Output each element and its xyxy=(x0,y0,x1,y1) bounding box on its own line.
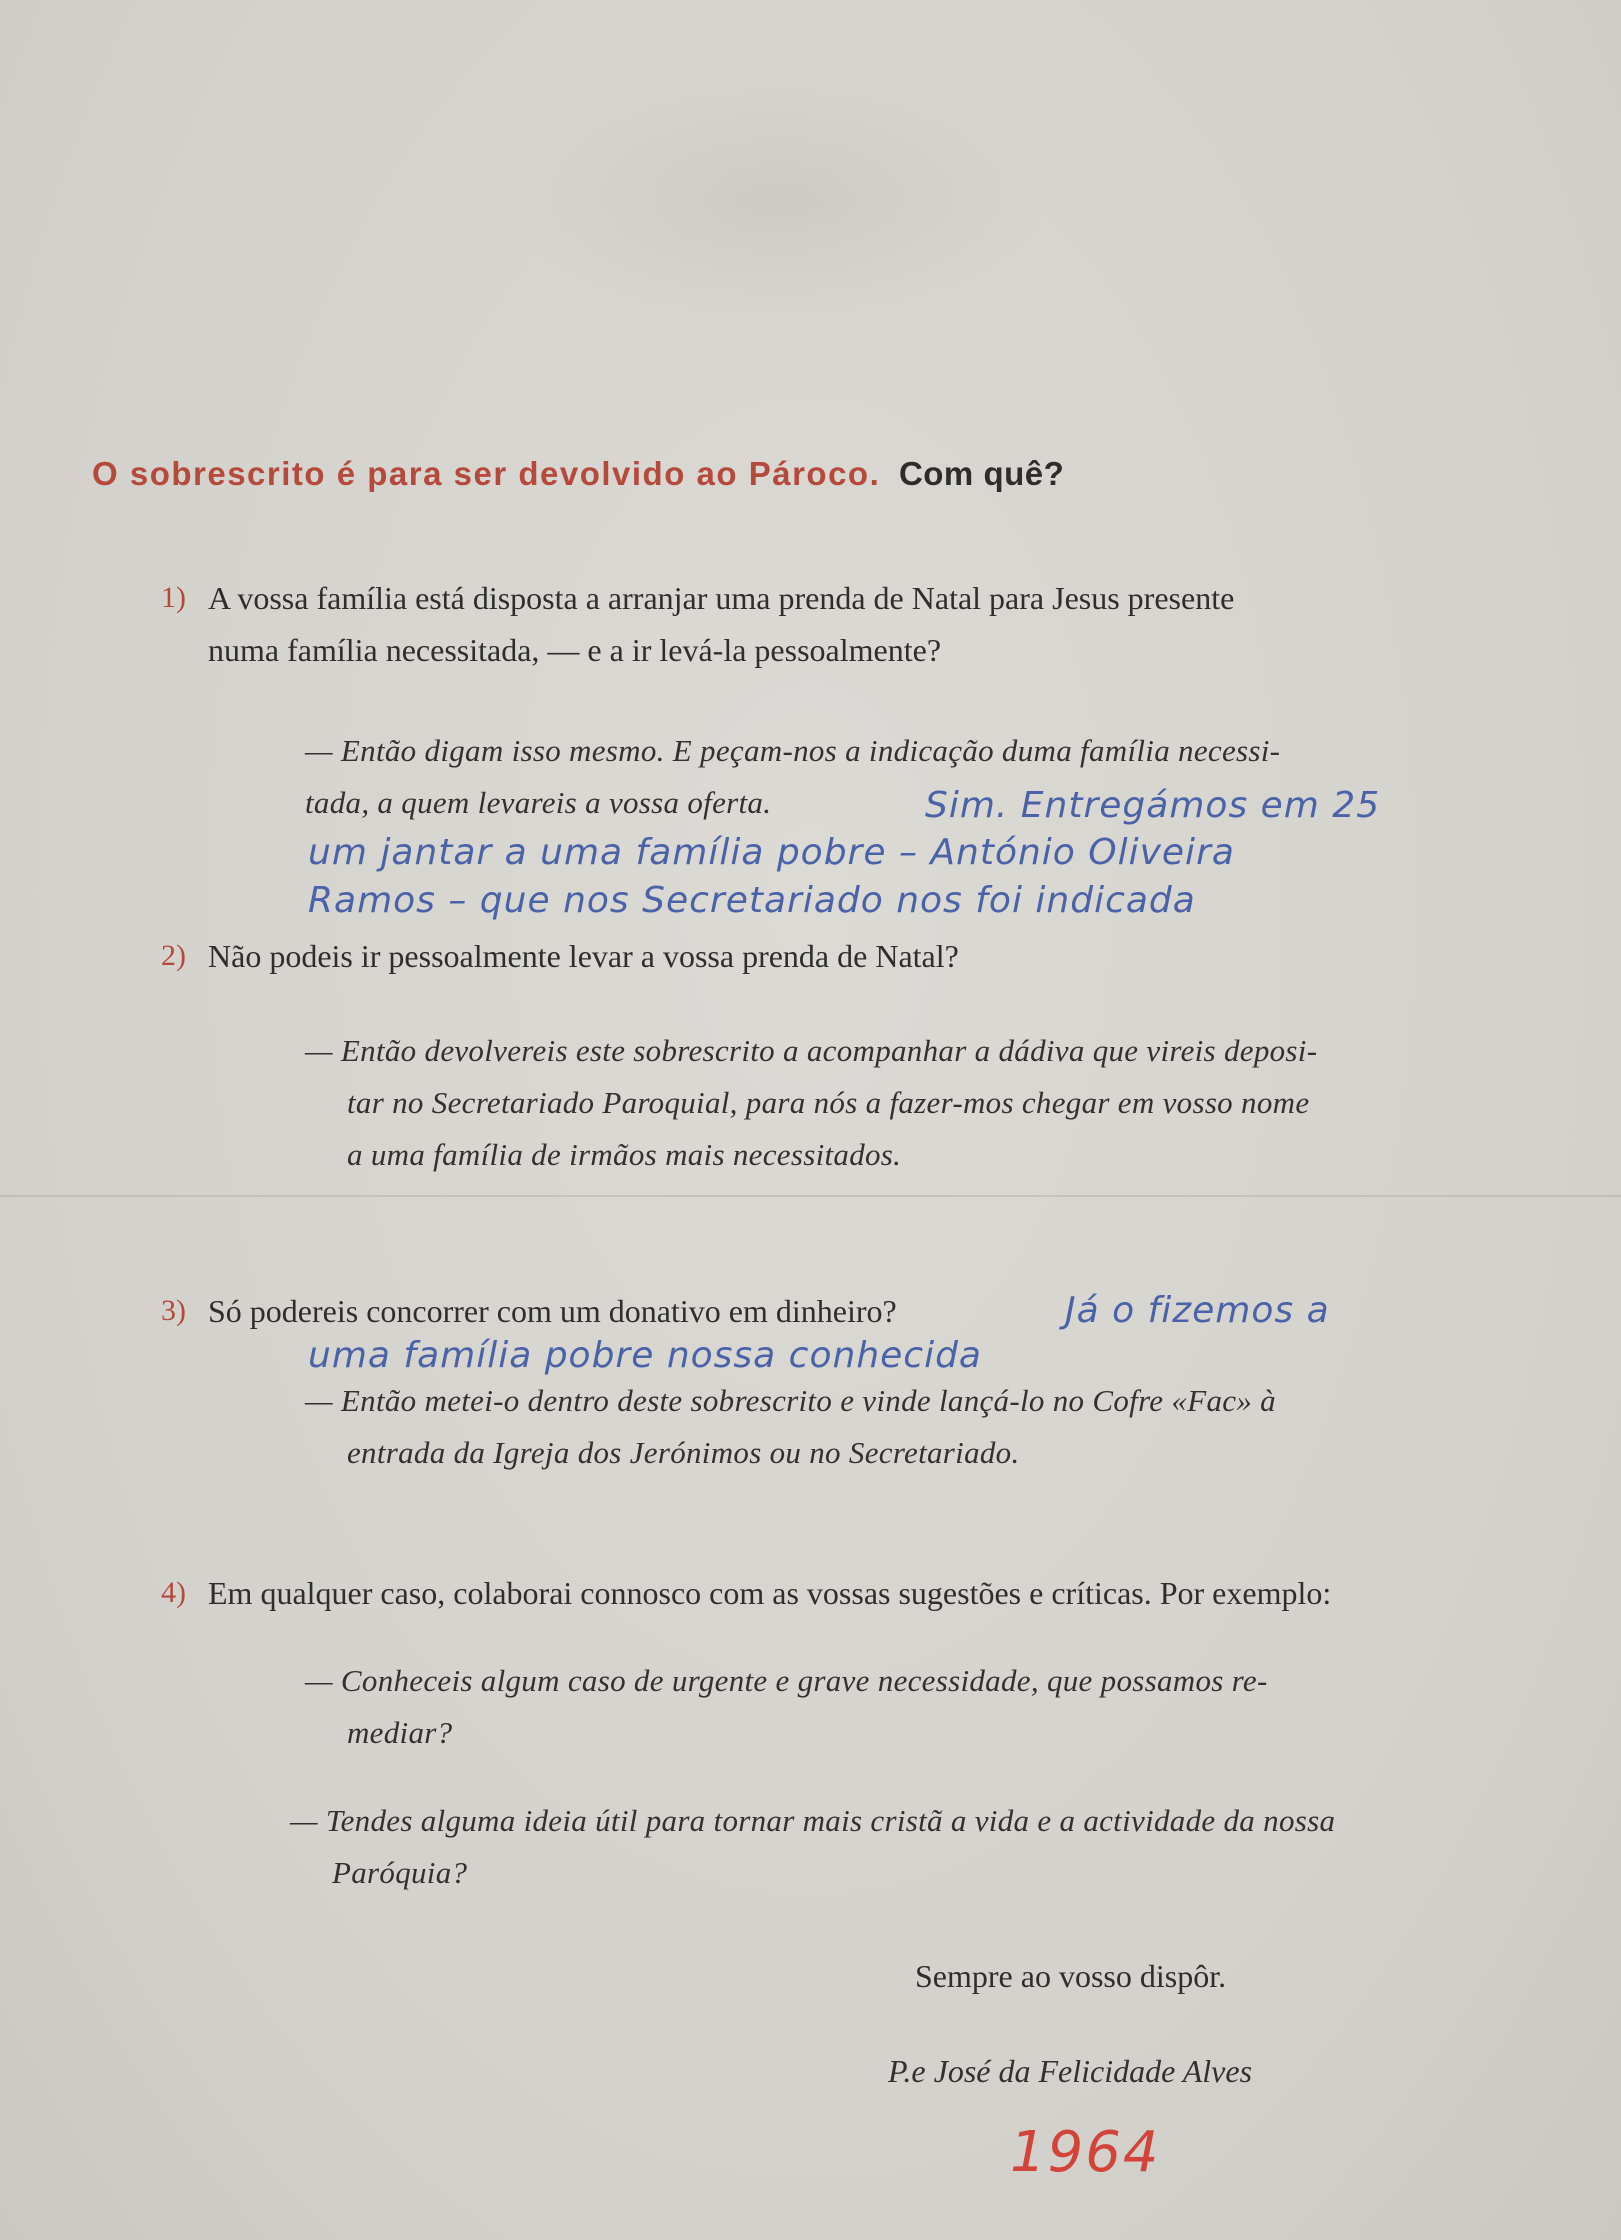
reply-line: — Então digam isso mesmo. E peçam-nos a indicação duma família necessi- xyxy=(305,733,1281,768)
question-4 xyxy=(161,1567,1332,1619)
reply-line: Paróquia? xyxy=(332,1855,468,1890)
handwritten-note: um jantar a uma família pobre – António Oliveira xyxy=(308,832,1235,873)
question-3 xyxy=(161,1285,897,1337)
reply-line: a uma família de irmãos mais necessitados. xyxy=(347,1137,902,1172)
reply-line: entrada da Igreja dos Jerónimos ou no Secretariado. xyxy=(347,1435,1020,1470)
reply-line: — Tendes alguma ideia útil para tornar mais cristã a vida e a actividade da nossa xyxy=(290,1803,1336,1838)
handwritten-note: Sim. Entregámos em 25 xyxy=(925,785,1381,826)
reply-3 xyxy=(305,1375,1435,1479)
question-1 xyxy=(161,572,1235,676)
reply-4b xyxy=(290,1795,1440,1899)
fold-line xyxy=(0,1195,1621,1197)
heading-dark-text: Com quê? xyxy=(898,455,1065,492)
reply-2 xyxy=(305,1025,1435,1181)
handwritten-note: Ramos – que nos Secretariado nos foi indicada xyxy=(308,880,1196,921)
question-number: 2) xyxy=(161,939,186,972)
heading-red-text: O sobrescrito é para ser devolvido ao Pároco. xyxy=(92,455,881,492)
reply-line: — Então metei-o dentro deste sobrescrito e vinde lançá-lo no Cofre «Fac» à xyxy=(305,1383,1276,1418)
question-number: 1) xyxy=(161,581,186,614)
handwritten-note: uma família pobre nossa conhecida xyxy=(308,1335,982,1376)
question-line: numa família necessitada, — e a ir levá-la pessoalmente? xyxy=(208,632,942,668)
page-heading xyxy=(92,455,1542,493)
reply-line: tar no Secretariado Paroquial, para nós a fazer-mos chegar em vosso nome xyxy=(347,1085,1310,1120)
question-line: Não podeis ir pessoalmente levar a vossa prenda de Natal? xyxy=(208,938,959,974)
reply-line: — Então devolvereis este sobrescrito a acompanhar a dádiva que vireis deposi- xyxy=(305,1033,1318,1068)
question-line: Em qualquer caso, colaborai connosco com as vossas sugestões e críticas. Por exemplo: xyxy=(208,1575,1332,1611)
question-2 xyxy=(161,930,959,982)
reply-line: mediar? xyxy=(347,1715,453,1750)
faded-emblem xyxy=(510,70,1050,330)
handwritten-year: 1964 xyxy=(1010,2120,1161,2185)
reply-line: — Conheceis algum caso de urgente e grave necessidade, que possamos re- xyxy=(305,1663,1268,1698)
reply-4a xyxy=(305,1655,1435,1759)
question-line: Só podereis concorrer com um donativo em dinheiro? xyxy=(208,1293,897,1329)
handwritten-note: Já o fizemos a xyxy=(1065,1290,1330,1331)
closing-text: Sempre ao vosso dispôr. xyxy=(915,1958,1227,1994)
question-number: 3) xyxy=(161,1294,186,1327)
question-line: A vossa família está disposta a arranjar uma prenda de Natal para Jesus presente xyxy=(208,580,1235,616)
question-number: 4) xyxy=(161,1576,186,1609)
reply-line: tada, a quem levareis a vossa oferta. xyxy=(305,785,772,820)
signature: P.e José da Felicidade Alves xyxy=(888,2053,1253,2089)
